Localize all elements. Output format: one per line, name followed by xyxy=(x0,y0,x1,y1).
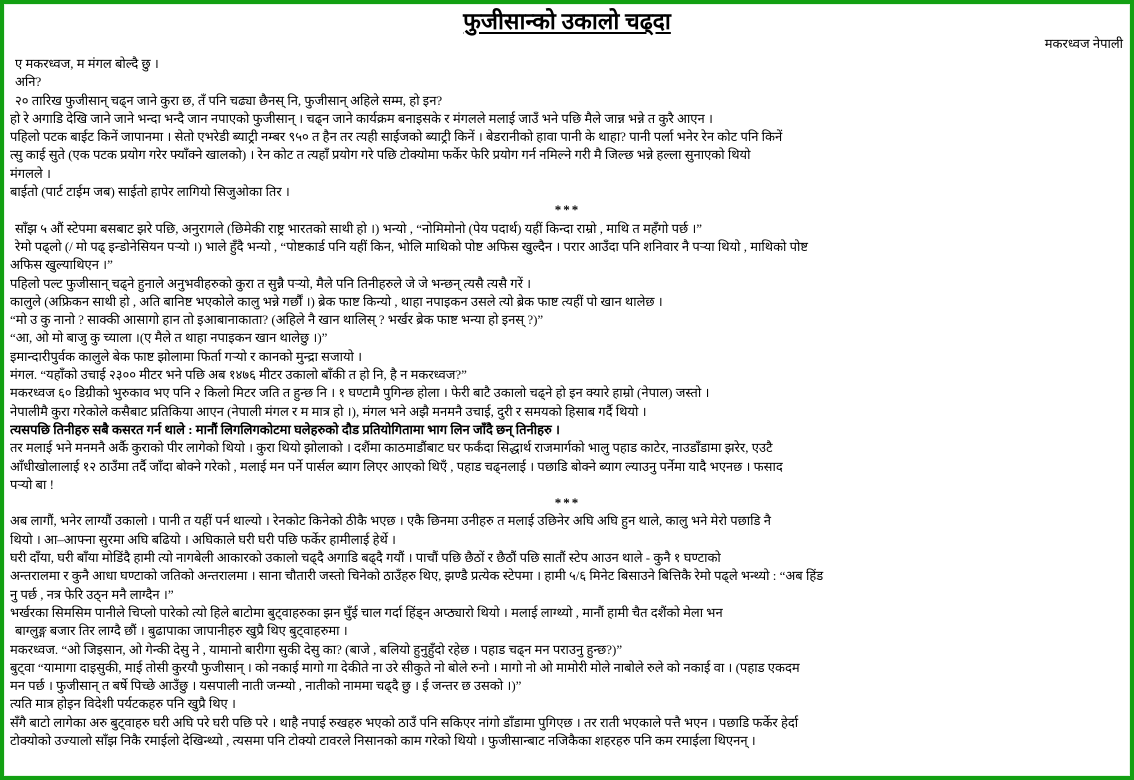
text-line: नु पर्छ , नत्र फेरि उठ्न मनै लाग्दैन ।” xyxy=(10,586,174,602)
section-separator: *** xyxy=(554,202,581,218)
text-line: थियो । आ–आफ्ना सुरमा अघि बढियो । अघिकाले घरी घरी पछि फर्केर हामीलाई हेर्थे । xyxy=(10,531,396,547)
text-line: “आ, ओ मो बाजु कु च्याला ।(ए मैले त थाहा नपाइकन खान थालेछु ।)” xyxy=(10,330,328,346)
text-line: हो रे अगाडि देखि जाने जाने भन्दा भन्दै जान नपाएको फुजीसान् । चढ्न जाने कार्यक्रम बनाइसके र मंगलले मलाई जाउँ भने पछि मैले जान्न भन्ने त कुरै आएन । xyxy=(10,110,713,126)
text-line: अनि? xyxy=(15,74,42,90)
text-line: बुट्वा “यामागा दाइसुकी, माई तोसी कुरयौ फुजीसान् । को नकाई मागो गा देकीते ना उरे सीकुते नो बोले रुनो । मागो नो ओ मामोरी मोले नाबोले रुले को नकाई वा । (पहाड एकदम xyxy=(10,659,800,675)
text-line: मंगल. “यहाँको उचाई २३०० मीटर भने पछि अब १४७६ मीटर उकालो बाँकी त हो नि, है न मकरध्वज?” xyxy=(10,367,467,383)
section-separator: *** xyxy=(554,495,581,511)
text-line: त्यति मात्र होइन विदेशी पर्यटकहरु पनि खुप्रै थिए । xyxy=(10,696,236,712)
document-title: फुजीसान्को उकालो चढ्दा xyxy=(463,9,671,34)
text-line: २० तारिख फुजीसान् चढ्न जाने कुरा छ, तँ पनि चढ्या छैनस् नि, फुजीसान् अहिले सम्म, हो इन? xyxy=(15,92,443,108)
text-line: ए मकरध्वज, म मंगल बोल्दै छु । xyxy=(15,56,159,71)
text-line: अब लागौं, भनेर लाग्यौं उकालो । पानी त यहीं पर्न थाल्यो । रेनकोट किनेको ठीकै भएछ । एकै छिनमा उनीहरु त मलाई उछिनेर अघि अघि हुन थाले, कालु भने मेरो पछाडि नै xyxy=(10,513,771,529)
text-line: आँधीखोलालाई १२ ठाउँमा तर्दै जाँदा बोक्ने गरेको , मलाई मन पर्ने पार्सल ब्याग लिएर आएको थिएँ , पहाड चढ्नलाई । पछाडि बोक्ने ब्याग ल्याउनु पर्नेमा यादै भएनछ । फसाद xyxy=(10,458,783,474)
text-line: अन्तरालमा र कुनै आधा घण्टाको जतिको अन्तरालमा । साना चौतारी जस्तो चिनेको ठाउँहरु थिए, झण्डै प्रत्येक स्टेपमा । हामी ५/६ मिनेट बिसाउने बित्तिकै रेमो पढ्ले भन्थ्यो : “अब हिंड xyxy=(10,568,824,584)
text-line: पर्‍यो बा ! xyxy=(10,476,54,492)
text-line: अफिस खुल्याथिएन ।” xyxy=(10,257,113,273)
text-line: रेमो पढ्लो (/ मो पढ् इन्डोनेसियन पर्‍यो ।) भाले हुँदै भन्यो , “पोष्टकार्ड पनि यहीं किन, भोलि माथिको पोष्ट अफिस खुल्दैन । परार आउँदा पनि शनिवार नै पर्‍या थियो , माथिको पोष्ट xyxy=(15,238,809,254)
text-line: बाग्लुङ्ग बजार तिर लाग्दै छौं । बुढापाका जापानीहरु खुप्रै थिए बुट्वाहरुमा । xyxy=(15,623,348,639)
text-line: इमान्दारीपुर्वक कालुले बेक फाष्ट झोलामा फिर्ता गऱ्यो र कानको मुन्द्रा सजायो । xyxy=(10,348,363,364)
author-name: मकरध्वज नेपाली xyxy=(1044,36,1123,51)
text-line: मकरध्वज. “ओ जिइसान, ओ गेन्की देसु ने , यामानो बारीगा सुकी देसु का? (बाजे , बलियो हुनुहुँदो रहेछ । पहाड चढ्न मन पराउनु हुन्छ?)” xyxy=(10,641,623,657)
document-lines xyxy=(4,55,1130,750)
text-line: कालुले (अफ्रिकन साथी हो , अति बानिष्ट भएकोले कालु भन्ने गर्छौं ।) ब्रेक फाष्ट किन्यो , थाहा नपाइकन उसले त्यो ब्रेक फाष्ट त्यहीं पो खान थालेछ । xyxy=(10,293,663,309)
text-line: सँगै बाटो लागेका अरु बुट्वाहरु घरी अघि परे घरी पछि परे । थाहै नपाई रुखहरु भएको ठाउँ पनि सकिएर नांगो डाँडामा पुगिएछ । तर राती भएकाले पत्तै भएन । पछाडि फर्केर हेर्दा xyxy=(10,714,799,730)
text-line: त्यसपछि तिनीहरु सबै कसरत गर्न थाले : मानौं लिगलिगकोटमा घलेहरुको दौड प्रतियोगितामा भाग लिन जाँदै छन् तिनीहरु । xyxy=(10,421,560,437)
text-line: साँझ ५ औं स्टेपमा बसबाट झरे पछि, अनुरागले (छिमेकी राष्ट्र भारतको साथी हो ।) भन्यो , “नोमिमोनो (पेय पदार्थ) यहीं किन्दा राम्रो , माथि त महँगो पर्छ ।” xyxy=(15,220,703,236)
text-line: मन पर्छ । फुजीसान् त बर्षे पिच्छे आउँछु । यसपाली नाती जन्म्यो , नातीको नाममा चढ्दै छु । ई जन्तर छ उसको ।)” xyxy=(10,678,522,694)
text-line: मंगलले । xyxy=(10,165,51,181)
text-line: तर मलाई भने मनमनै अर्कै कुराको पीर लागेको थियो । कुरा थियो झोलाको । दशैंमा काठमाडौंबाट घर फर्कंदा सिद्धार्थ राजमार्गको भालु पहाड काटेर, नाउडाँडामा झरेर, एउटै xyxy=(10,440,773,456)
text-line: घरी दाँया, घरी बाँया मोडिंदै हामी त्यो नागबेली आकारको उकालो चढ्दै अगाडि बढ्दै गयौं । पाचौं पछि छैठों र छैठौं पछि सातौं स्टेप आउन थाले - कुनै १ घण्टाको xyxy=(10,550,721,566)
text-line: बाईतो (पार्ट टाईम जब) साईतो हापेर लागियो सिजुओका तिर । xyxy=(10,184,290,200)
text-line: पहिलो पल्ट फुजीसान् चढ्ने हुनाले अनुभवीहरुको कुरा त सुन्नै पर्‍यो, मैले पनि तिनीहरुले जे जे भन्छन् त्यसै त्यसै गरें । xyxy=(10,275,532,291)
text-line: टोक्योको उज्यालो साँझ निकै रमाईलो देखिन्थ्यो , त्यसमा पनि टोक्यो टावरले निसानको काम गरेको थियो । फुजीसान्बाट नजिकैका शहरहरु पनि कम रमाईला थिएनन् । xyxy=(10,732,756,748)
text-line: मकरध्वज ६० डिग्रीको भुरुकाव भए पनि २ किलो मिटर जति त हुन्छ नि । १ घण्टामै पुगिन्छ होला । फेरी बाटै उकालो चढ्ने हो इन क्यारे हाम्रो (नेपाल) जस्तो । xyxy=(10,385,710,401)
text-line: त्सु काई सुते (एक पटक प्रयोग गरेर फ्याँक्ने खालको) । रेन कोट त त्यहाँ प्रयोग गरे पछि टोक्योमा फर्केर फेरि प्रयोग गर्न नमिल्ने गरी मै जिल्छ भन्ने हल्ला सुनाएको थियो xyxy=(10,147,751,163)
text-line: पहिलो पटक बाईट किनें जापानमा । सेतो एभरेडी ब्याट्री नम्बर ९५० त हैन तर त्यही साईजको ब्याट्री किनें । बेडरानीको हावा पानी के थाहा? पानी पर्ला भनेर रेन कोट पनि किनें xyxy=(10,129,783,145)
text-line: भर्खरका सिमसिम पानीले चिप्लो पारेको त्यो हिले बाटोमा बुट्वाहरुका झन घुँई चाल गर्दा हिंड्न अप्ठ्यारो थियो । मलाई लाग्थ्यो , मानौं हामी चैत दशैंको मेला भन xyxy=(10,604,723,620)
text-line: “मो उ कु नानो ? साक्की आसागो हान तो इआबानाकाता? (अहिले नै खान थालिस् ? भर्खर ब्रेक फाष्ट भन्या हो इनस् ?)” xyxy=(10,312,544,328)
text-line: नेपालीमै कुरा गरेकोले कसैबाट प्रतिकिया आएन (नेपाली मंगल र म मात्र हो ।), मंगल भने अझै मनमनै उचाई, दुरी र समयको हिसाब गर्दै थियो । xyxy=(10,403,647,419)
